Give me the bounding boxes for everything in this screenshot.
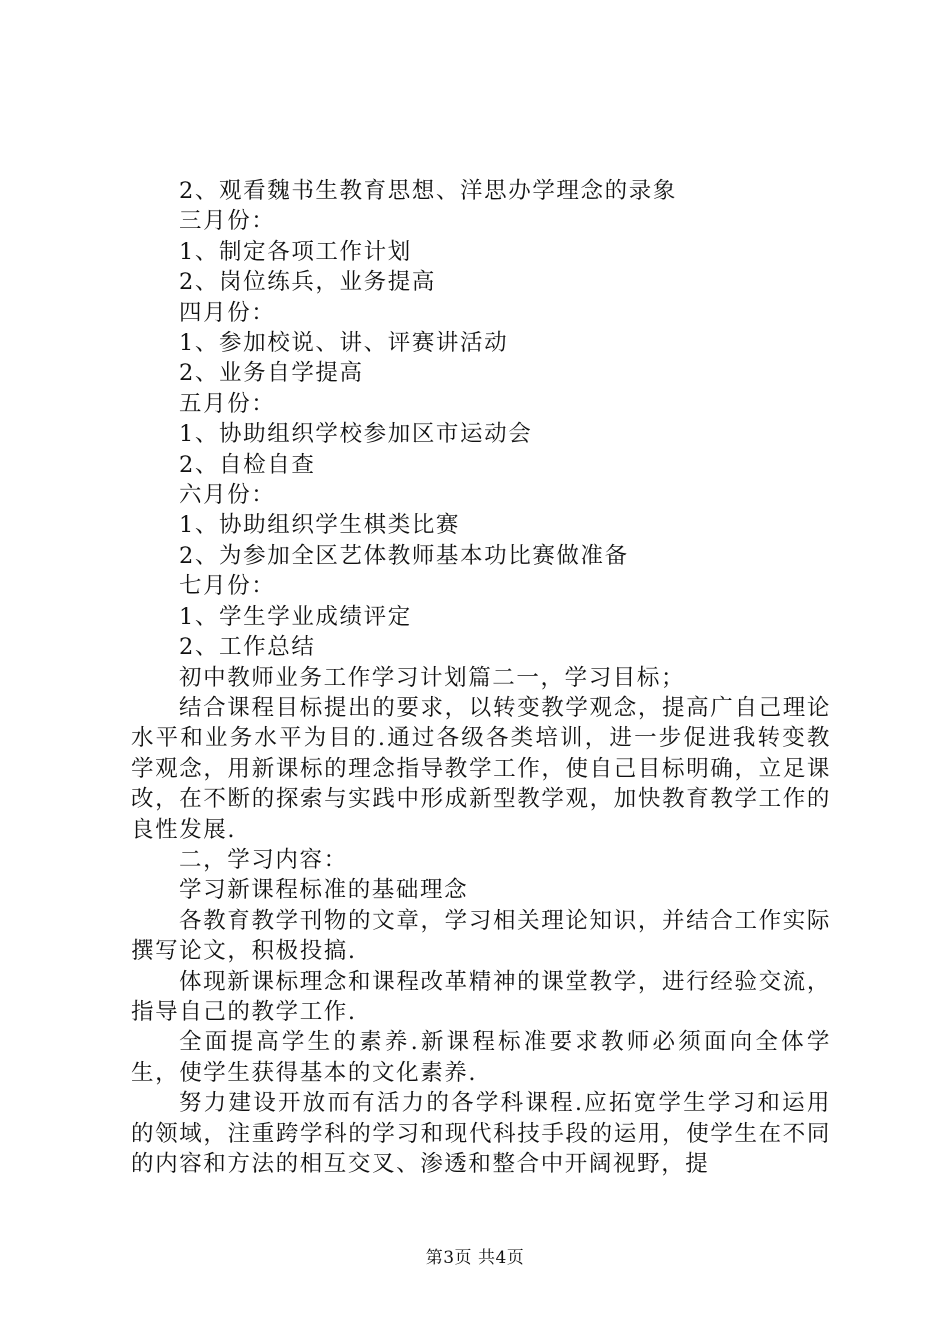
text-line: 1、学生学业成绩评定 — [179, 603, 412, 630]
section-heading: 初中教师业务工作学习计划篇二一，学习目标； — [179, 664, 686, 691]
paragraph: 学习新课程标准的基础理念 — [179, 877, 469, 904]
paragraph: 各教育教学刊物的文章，学习相关理论知识，并结合工作实际撰写论文，积极投搞. — [131, 907, 831, 965]
text-line: 1、协助组织学生棋类比赛 — [179, 512, 461, 539]
text-line: 2、观看魏书生教育思想、洋思办学理念的录象 — [179, 178, 677, 204]
month-heading: 七月份： — [179, 573, 276, 600]
paragraph: 结合课程目标提出的要求，以转变教学观念，提高广自己理论水平和业务水平为目的.通过各级各类培训，进一步促进我转变教学观念，用新课标的理念指导教学工作，使自己目标明确，立足课改，在不断的探索与实践中形成新型教学观，加快教育教学工作的良性发展. — [131, 694, 831, 843]
text-line: 2、岗位练兵，业务提高 — [179, 269, 436, 296]
text-line: 1、制定各项工作计划 — [179, 238, 412, 265]
month-heading: 四月份： — [179, 299, 276, 326]
page-footer: 第3页 共4页 — [425, 1248, 525, 1268]
paragraph: 努力建设开放而有活力的各学科课程.应拓宽学生学习和运用的领域，注重跨学科的学习和现代科技手段的运用，使学生在不同的内容和方法的相互交叉、渗透和整合中开阔视野，提 — [131, 1090, 831, 1177]
text-line: 2、自检自查 — [179, 451, 316, 478]
month-heading: 五月份： — [179, 390, 276, 417]
section-heading: 二，学习内容： — [179, 846, 348, 873]
text-line: 1、协助组织学校参加区市运动会 — [179, 421, 533, 448]
text-line: 2、为参加全区艺体教师基本功比赛做准备 — [179, 542, 629, 569]
text-line: 1、参加校说、讲、评赛讲活动 — [179, 330, 509, 357]
month-heading: 六月份： — [179, 482, 276, 509]
paragraph: 全面提高学生的素养.新课程标准要求教师必须面向全体学生，使学生获得基本的文化素养. — [131, 1029, 831, 1086]
document-body — [131, 176, 831, 1179]
paragraph: 体现新课标理念和课程改革精神的课堂教学，进行经验交流，指导自己的教学工作. — [131, 968, 831, 1025]
month-heading: 三月份： — [179, 208, 276, 235]
text-line: 2、工作总结 — [179, 634, 316, 661]
text-line: 2、业务自学提高 — [179, 360, 364, 387]
